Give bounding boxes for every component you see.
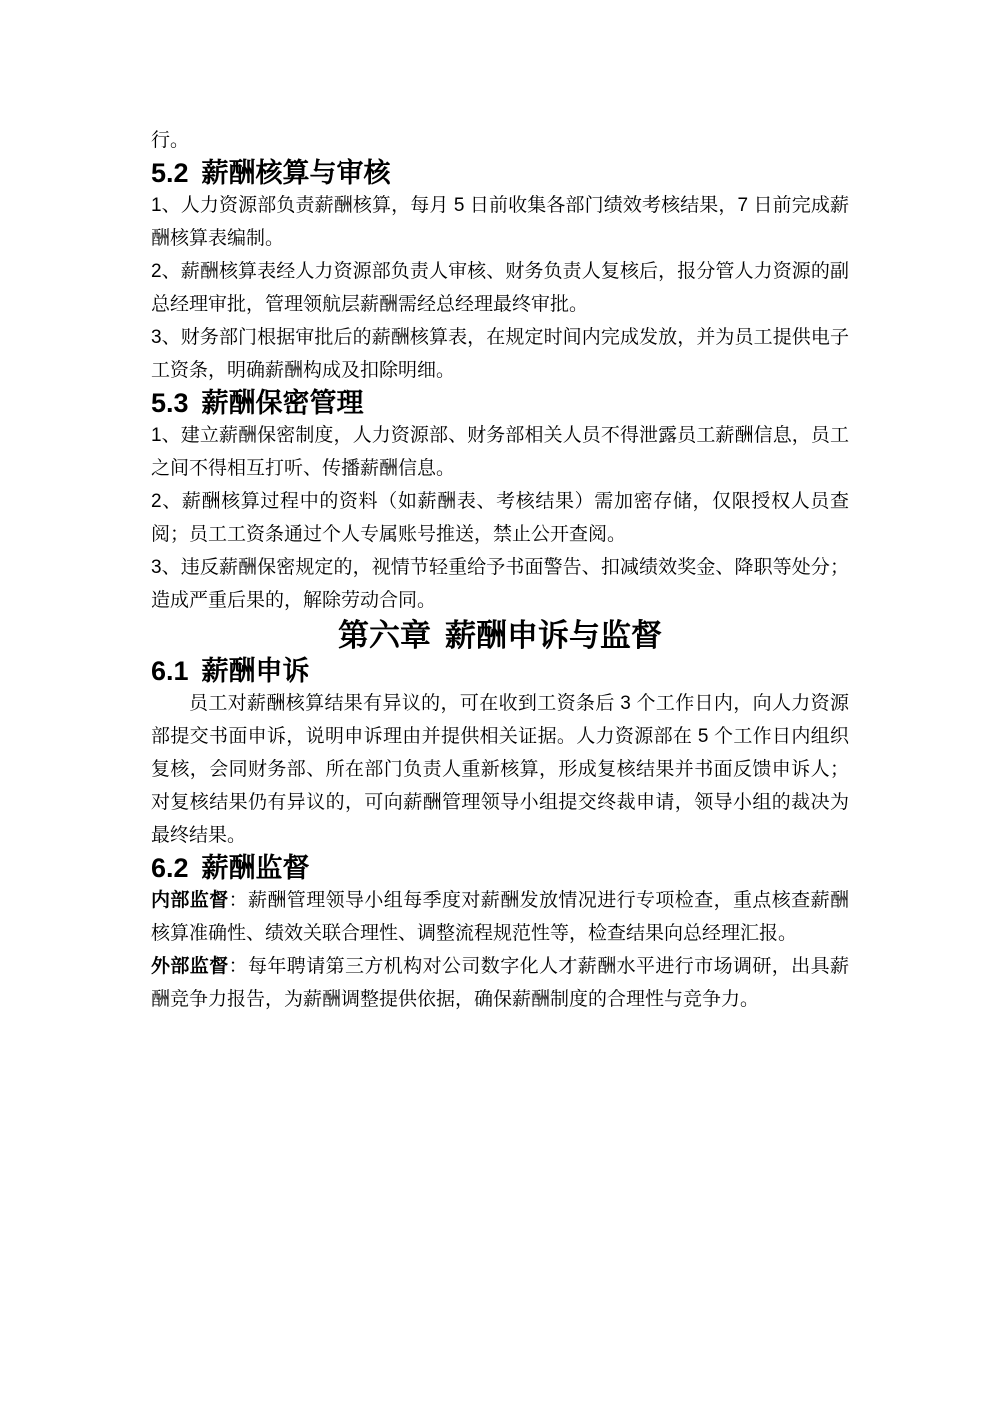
paragraph-6-2-external <box>151 950 849 1016</box>
heading-chapter-6-title: 薪酬申诉与监督 <box>445 618 662 653</box>
heading-6-1 <box>151 655 849 687</box>
continuation-paragraph: 行。 <box>151 130 190 151</box>
paragraph-6-2-internal <box>151 884 849 950</box>
heading-chapter-6-number: 第六章 <box>338 618 431 653</box>
paragraph-5-2-item-3: 3、财务部门根据审批后的薪酬核算表，在规定时间内完成发放，并为员工提供电子工资条，明确薪酬构成及扣除明细。 <box>151 327 849 381</box>
heading-6-1-number: 6.1 <box>151 656 189 686</box>
heading-5-3-title: 薪酬保密管理 <box>201 388 364 418</box>
heading-6-2-title: 薪酬监督 <box>201 853 310 883</box>
heading-chapter-6 <box>151 617 849 655</box>
heading-5-3-number: 5.3 <box>151 388 189 418</box>
paragraph-5-3-item-3: 3、违反薪酬保密规定的，视情节轻重给予书面警告、扣减绩效奖金、降职等处分；造成严重后果的，解除劳动合同。 <box>151 557 849 611</box>
heading-5-2 <box>151 157 849 189</box>
paragraph-5-3-item-1: 1、建立薪酬保密制度，人力资源部、财务部相关人员不得泄露员工薪酬信息，员工之间不得相互打听、传播薪酬信息。 <box>151 425 849 479</box>
internal-supervision-text: ：薪酬管理领导小组每季度对薪酬发放情况进行专项检查，重点核查薪酬核算准确性、绩效关联合理性、调整流程规范性等，检查结果向总经理汇报。 <box>151 890 849 944</box>
internal-supervision-label: 内部监督 <box>151 890 229 911</box>
paragraph-6-1: 员工对薪酬核算结果有异议的，可在收到工资条后 3 个工作日内，向人力资源部提交书面申诉，说明申诉理由并提供相关证据。人力资源部在 5 个工作日内组织复核，会同财务部、所在部门负责人重新核算，形成复核结果并书面反馈申诉人；对复核结果仍有异议的，可向薪酬管理领导小组提交终裁申请，领导小组的裁决为最终结果。 <box>151 693 849 846</box>
heading-6-1-title: 薪酬申诉 <box>201 656 310 686</box>
heading-5-3 <box>151 387 849 419</box>
paragraph-5-2-item-1: 1、人力资源部负责薪酬核算，每月 5 日前收集各部门绩效考核结果，7 日前完成薪酬核算表编制。 <box>151 195 849 249</box>
external-supervision-label: 外部监督 <box>151 956 229 977</box>
heading-5-2-title: 薪酬核算与审核 <box>201 158 391 188</box>
paragraph-5-3-item-2: 2、薪酬核算过程中的资料（如薪酬表、考核结果）需加密存储，仅限授权人员查阅；员工工资条通过个人专属账号推送，禁止公开查阅。 <box>151 491 849 545</box>
external-supervision-text: ：每年聘请第三方机构对公司数字化人才薪酬水平进行市场调研，出具薪酬竞争力报告，为薪酬调整提供依据，确保薪酬制度的合理性与竞争力。 <box>151 956 849 1010</box>
heading-6-2-number: 6.2 <box>151 853 189 883</box>
paragraph-5-2-item-2: 2、薪酬核算表经人力资源部负责人审核、财务负责人复核后，报分管人力资源的副总经理审批，管理领航层薪酬需经总经理最终审批。 <box>151 261 849 315</box>
heading-5-2-number: 5.2 <box>151 158 189 188</box>
heading-6-2 <box>151 852 849 884</box>
